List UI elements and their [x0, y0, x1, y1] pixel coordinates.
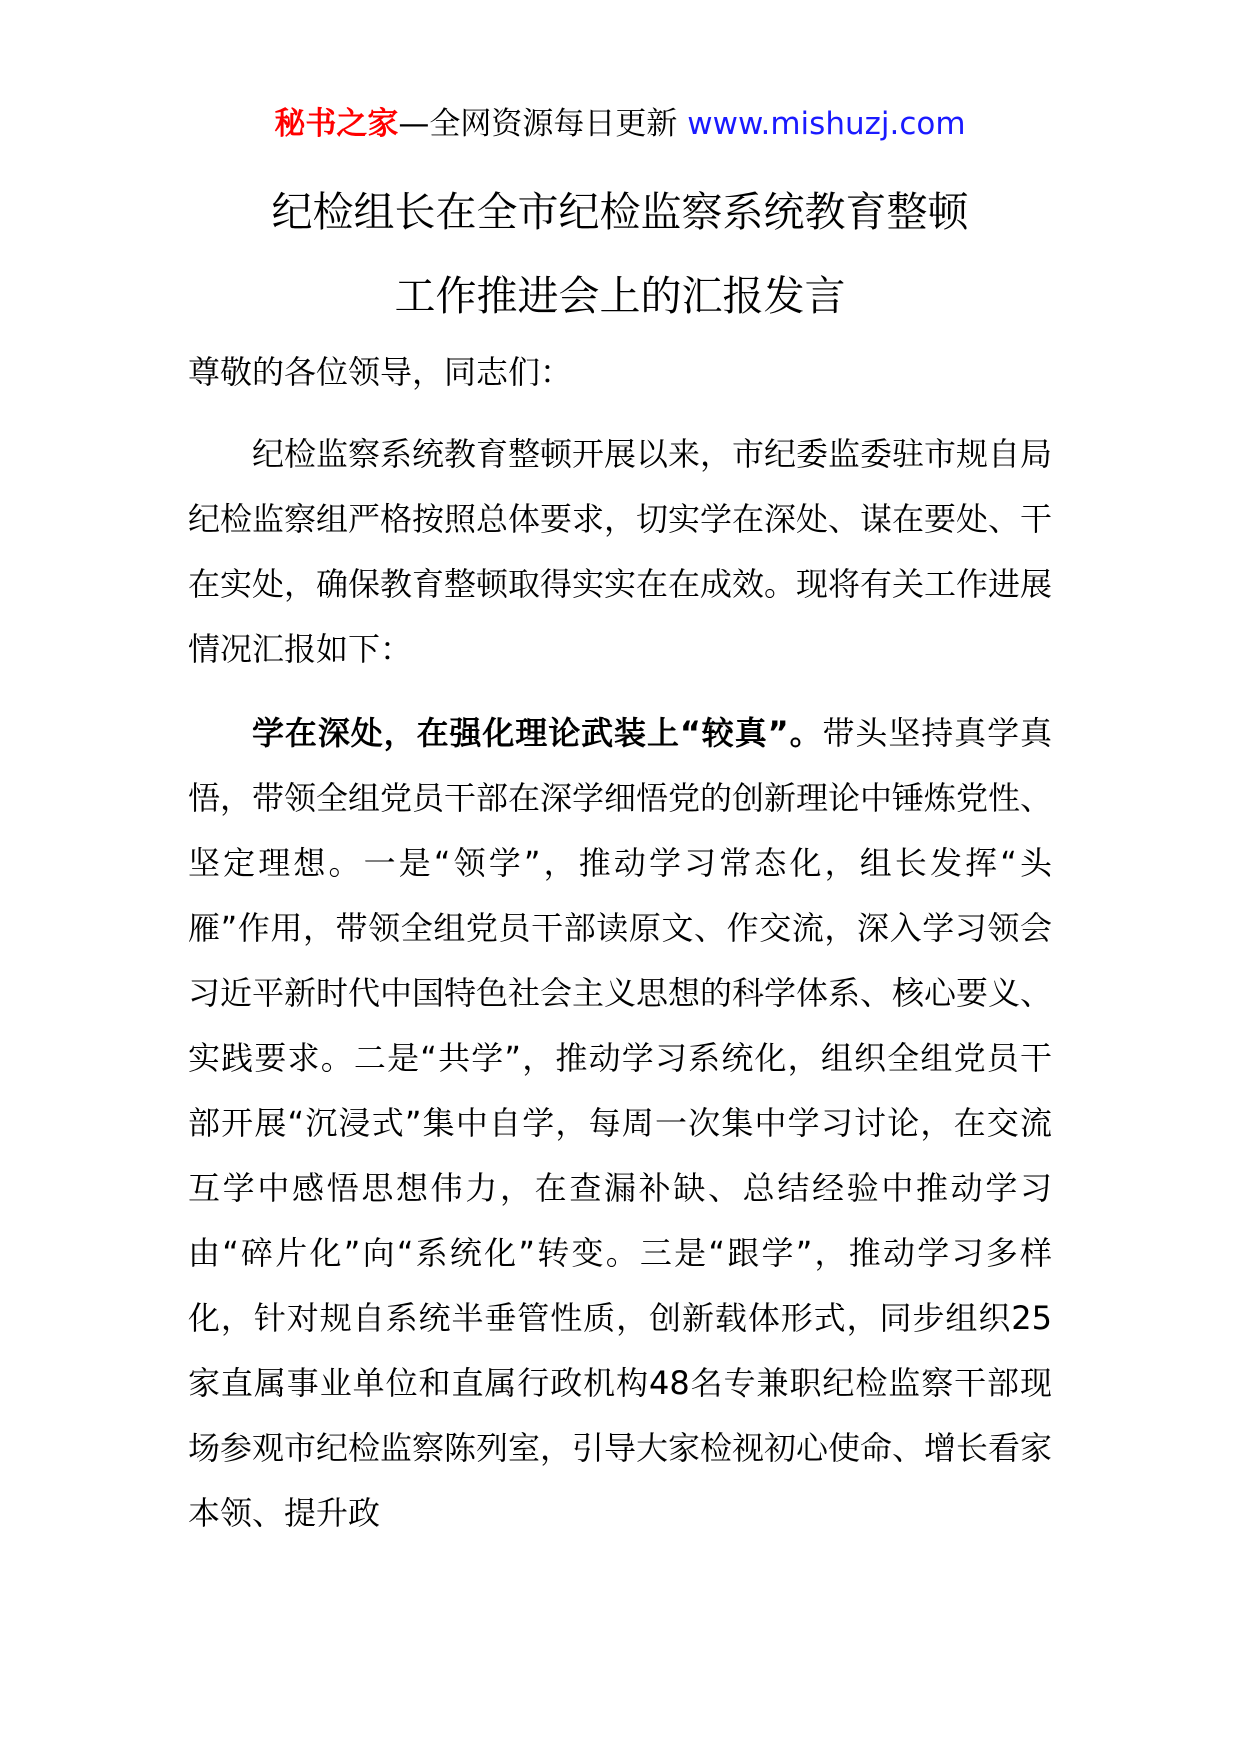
document-title-line-2: 工作推进会上的汇报发言: [394, 272, 846, 320]
site-header-banner: [0, 102, 1240, 146]
document-title-line-1: 纪检组长在全市纪检监察系统教育整顿: [271, 188, 969, 236]
salutation: 尊敬的各位领导，同志们：: [188, 353, 573, 391]
paragraph-study: [188, 701, 1052, 1546]
brand-name: 秘书之家: [274, 106, 399, 142]
paragraph-body: 带头坚持真学真悟，带领全组党员干部在深学细悟党的创新理论中锤炼党性、坚定理想。一是“领学”，推动学习常态化，组长发挥“头雁”作用，带领全组党员干部读原文、作交流，深入学习领会习近平新时代中国特色社会主义思想的科学体系、核心要义、实践要求。二是“共学”，推动学习系统化，组织全组党员干部开展“沉浸式”集中自学，每周一次集中学习讨论，在交流互学中感悟思想伟力，在查漏补缺、总结经验中推动学习由“碎片化”向“系统化”转变。三是“跟学”，推动学习多样化，针对规自系统半垂管性质，创新载体形式，同步组织25家直属事业单位和直属行政机构48名专兼职纪检监察干部现场参观市纪检监察陈列室，引导大家检视初心使命、增长看家本领、提升政: [188, 714, 1053, 1532]
paragraph-heading: 学在深处，在强化理论武装上“较真”。: [252, 714, 823, 752]
site-url-link[interactable]: www.mishuzj.com: [687, 106, 966, 142]
paragraph-intro: 纪检监察系统教育整顿开展以来，市纪委监委驻市规自局纪检监察组严格按照总体要求，切实学在深处、谋在要处、干在实处，确保教育整顿取得实实在在成效。现将有关工作进展情况汇报如下：: [188, 435, 1053, 668]
header-tagline: —全网资源每日更新: [398, 106, 688, 142]
